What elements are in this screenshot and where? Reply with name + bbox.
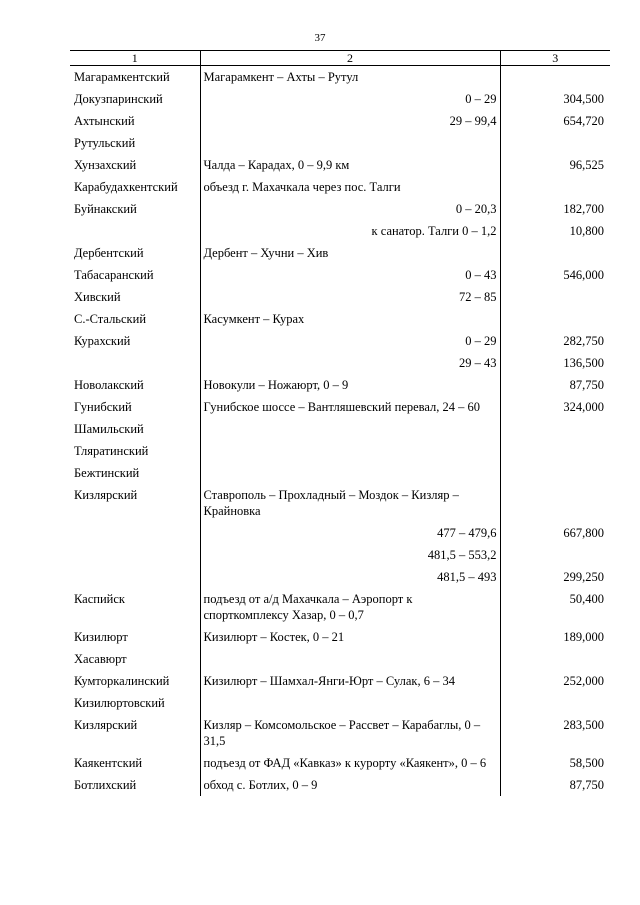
roads-table [70,50,610,796]
district-cell: Новолакский [74,378,144,392]
amount-cell: 299,250 [563,570,604,584]
road-section-cell: Чалда – Карадах, 0 – 9,9 км [200,154,500,176]
road-section-cell: 477 – 479,6 [200,522,500,544]
road-section-cell: обход с. Ботлих, 0 – 9 [200,774,500,796]
road-section-cell: Гунибское шоссе – Вантляшевский перевал, 24 – 60 [200,396,500,418]
amount-cell: 96,525 [569,158,604,172]
district-cell: Дербентский [74,246,144,260]
district-cell: Кизилюрт [74,630,128,644]
road-section-cell: 72 – 85 [200,286,500,308]
road-section-cell: 0 – 43 [200,264,500,286]
district-cell: Рутульский [74,136,136,150]
table-row [70,176,610,198]
road-section-cell: 29 – 99,4 [200,110,500,132]
district-cell: Гунибский [74,400,132,414]
amount-cell: 189,000 [563,630,604,644]
table-row [70,352,610,374]
page-number: 37 [314,32,326,44]
amount-cell: 283,500 [563,718,604,732]
amount-cell: 50,400 [569,592,604,606]
table-row [70,286,610,308]
column-header-3: 3 [500,51,610,66]
road-section-cell: подъезд от ФАД «Кавказ» к курорту «Каякент», 0 – 6 [200,752,500,774]
road-section-cell [200,462,500,484]
amount-cell [500,692,610,714]
road-section-cell: Кизляр – Комсомольское – Рассвет – Карабаглы, 0 – 31,5 [200,714,500,752]
amount-cell: 58,500 [569,756,604,770]
district-cell: Шамильский [74,422,144,436]
table-row [70,88,610,110]
amount-cell [500,462,610,484]
road-section-cell: Дербент – Хучни – Хив [200,242,500,264]
road-section-cell [200,132,500,154]
road-section-cell: 481,5 – 493 [200,566,500,588]
table-row [70,374,610,396]
district-cell [70,220,200,242]
district-cell [70,522,200,544]
road-section-cell: Ставрополь – Прохладный – Моздок – Кизляр – Крайновка [200,484,500,522]
amount-cell [500,286,610,308]
road-section-cell [200,648,500,670]
district-cell: Хивский [74,290,121,304]
district-cell: Каспийск [74,592,125,606]
table-row [70,220,610,242]
district-cell: Докузпаринский [74,92,163,106]
table-row [70,588,610,626]
amount-cell [500,132,610,154]
amount-cell: 182,700 [563,202,604,216]
table-row [70,752,610,774]
road-section-cell: объезд г. Махачкала через пос. Талги [200,176,500,198]
district-cell [70,566,200,588]
amount-cell: 324,000 [563,400,604,414]
table-row [70,522,610,544]
road-section-cell: 29 – 43 [200,352,500,374]
amount-cell: 87,750 [569,778,604,792]
amount-cell [500,176,610,198]
district-cell: Курахский [74,334,131,348]
table-row [70,242,610,264]
road-section-cell [200,692,500,714]
road-section-cell [200,418,500,440]
district-cell: Магарамкентский [74,70,170,84]
amount-cell: 10,800 [569,224,604,238]
header-row [70,51,610,66]
district-cell: Каякентский [74,756,143,770]
road-section-cell: Магарамкент – Ахты – Рутул [200,66,500,89]
district-cell: С.-Стальский [74,312,147,326]
table-row [70,132,610,154]
amount-cell [500,308,610,330]
amount-cell: 667,800 [563,526,604,540]
table-row [70,418,610,440]
district-cell: Кизлярский [74,488,138,502]
amount-cell: 546,000 [563,268,604,282]
district-cell: Кизилюртовский [74,696,165,710]
district-cell: Табасаранский [74,268,154,282]
road-section-cell: 0 – 29 [200,88,500,110]
road-section-cell: 0 – 20,3 [200,198,500,220]
district-cell [70,544,200,566]
amount-cell [500,242,610,264]
amount-cell [500,544,610,566]
table-row [70,440,610,462]
table-row [70,462,610,484]
district-cell: Тляратинский [74,444,149,458]
table-row [70,670,610,692]
table-row [70,110,610,132]
amount-cell: 87,750 [569,378,604,392]
road-section-cell [200,440,500,462]
table-row [70,692,610,714]
amount-cell [500,418,610,440]
amount-cell: 654,720 [563,114,604,128]
table-row [70,774,610,796]
amount-cell [500,440,610,462]
table-row [70,484,610,522]
table-row [70,308,610,330]
table-row [70,626,610,648]
road-section-cell: Касумкент – Курах [200,308,500,330]
table-row [70,648,610,670]
district-cell: Хунзахский [74,158,137,172]
amount-cell [500,648,610,670]
table-row [70,264,610,286]
table-row [70,714,610,752]
amount-cell: 136,500 [563,356,604,370]
district-cell: Карабудахкентский [74,180,178,194]
amount-cell [500,484,610,522]
table-row [70,330,610,352]
column-header-1: 1 [70,51,200,66]
table-row [70,154,610,176]
district-cell: Ботлихский [74,778,137,792]
district-cell: Бежтинский [74,466,140,480]
district-cell: Кизлярский [74,718,138,732]
table-row [70,198,610,220]
table-row [70,544,610,566]
road-section-cell: 481,5 – 553,2 [200,544,500,566]
road-section-cell: подъезд от а/д Махачкала – Аэропорт к спорткомплексу Хазар, 0 – 0,7 [200,588,500,626]
district-cell: Ахтынский [74,114,135,128]
road-section-cell: к санатор. Талги 0 – 1,2 [200,220,500,242]
amount-cell [500,66,610,89]
table-row [70,66,610,89]
amount-cell: 252,000 [563,674,604,688]
road-section-cell: Кизилюрт – Костек, 0 – 21 [200,626,500,648]
road-section-cell: 0 – 29 [200,330,500,352]
table-row [70,396,610,418]
district-cell: Буйнакский [74,202,137,216]
road-section-cell: Новокули – Ножаюрт, 0 – 9 [200,374,500,396]
amount-cell: 282,750 [563,334,604,348]
road-section-cell: Кизилюрт – Шамхал-Янги-Юрт – Сулак, 6 – 34 [200,670,500,692]
district-cell: Хасавюрт [74,652,127,666]
district-cell [70,352,200,374]
amount-cell: 304,500 [563,92,604,106]
table-row [70,566,610,588]
column-header-2: 2 [200,51,500,66]
district-cell: Кумторкалинский [74,674,170,688]
